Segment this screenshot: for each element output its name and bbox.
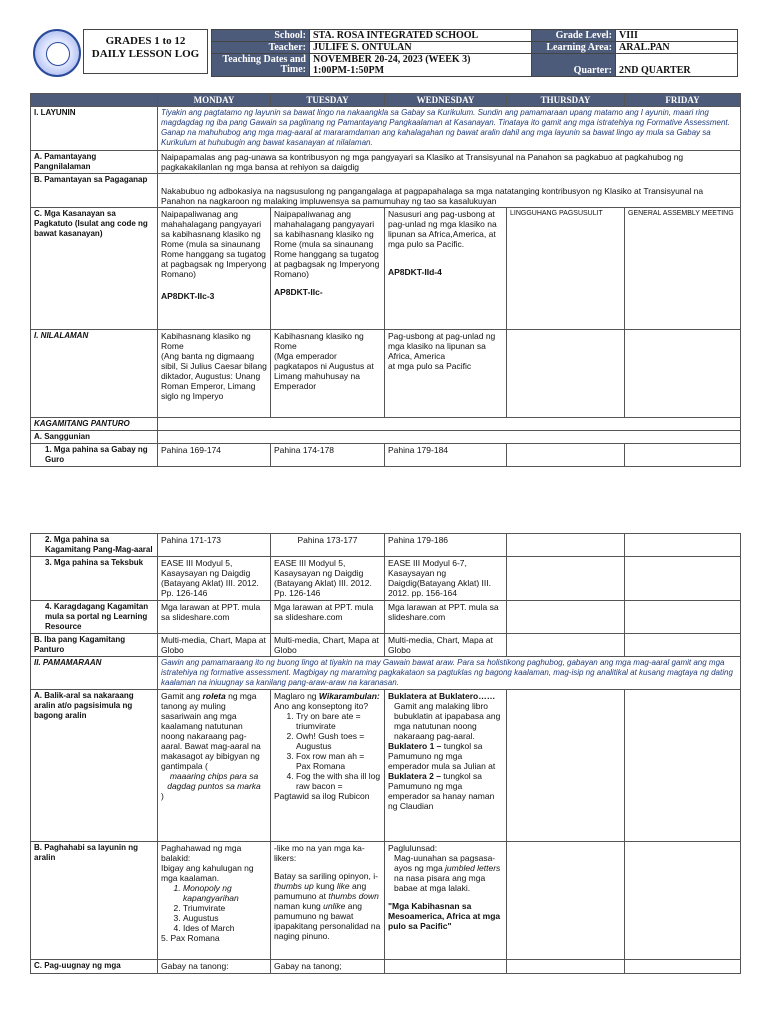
paghahabi-tuesday	[271, 842, 385, 960]
paghahabi-tuesday-t5: ang pamumuno at	[274, 881, 367, 901]
teksbuk-thursday	[507, 557, 625, 601]
teksbuk-monday: EASE III Modyul 5, Kasaysayan ng Daigdig (Batayang Aklat) III. 2012. Pp. 126-146	[158, 557, 271, 601]
dates-label: Teaching Dates and Time:	[212, 54, 310, 77]
pag-uugnay-tuesday: Gabay na tanong;	[271, 960, 385, 974]
list-item: 2. Triumvirate	[183, 903, 267, 913]
kasanayan-tuesday	[271, 208, 385, 330]
kagamitang-panturo-blank	[158, 418, 741, 431]
kasanayan-monday-text: Naipapaliwanag ang mahahalagang pangyayari sa kabihasnang klasiko ng Rome (mula sa sinaunang Rome hanggang sa tugatog at pagbagsak ng Imperyong Romano)	[161, 209, 267, 279]
list-item: 4. Ides of March	[183, 923, 267, 933]
day-friday: FRIDAY	[625, 94, 741, 107]
teksbuk-friday	[625, 557, 741, 601]
paghahabi-monday	[158, 842, 271, 960]
kagamitang-magaaral-thursday	[507, 534, 625, 557]
gabay-guro-thursday	[507, 444, 625, 467]
kagamitang-magaaral-tuesday: Pahina 173-177	[271, 534, 385, 557]
balik-aral-label: A. Balik-aral sa nakaraang aralin at/o pagsisimula ng bagong aralin	[31, 690, 158, 842]
buklatera-2-label: Buklatera 2 –	[388, 771, 441, 781]
iba-kagamitan-monday: Multi-media, Chart, Mapa at Globo	[158, 634, 271, 657]
paghahabi-wednesday-intro: Paglulunsad:	[388, 843, 438, 853]
layunin-label: I. LAYUNIN	[31, 107, 158, 151]
area-label: Learning Area:	[532, 42, 616, 54]
balik-aral-tuesday-game: Wikarambulan:	[318, 691, 380, 701]
day-monday: MONDAY	[158, 94, 271, 107]
teacher-value: JULIFE S. ONTULAN	[310, 42, 532, 54]
balik-aral-friday	[625, 690, 741, 842]
pamantayang-nilalaman-label: A. Pamantayang Pangnilalaman	[31, 151, 158, 174]
area-value: ARAL.PAN	[616, 42, 738, 54]
paghahabi-friday	[625, 842, 741, 960]
day-thursday: THURSDAY	[507, 94, 625, 107]
dates-text: NOVEMBER 20-24, 2023 (WEEK 3)	[313, 54, 471, 65]
kagamitang-magaaral-wednesday: Pahina 179-186	[385, 534, 507, 557]
iba-kagamitan-thursday	[507, 634, 625, 657]
teksbuk-label: 3. Mga pahina sa Teksbuk	[31, 557, 158, 601]
nilalaman-tuesday: Kabihasnang klasiko ng Rome (Mga emperador pagkatapos ni Augustus at Limang mahuhusay na Emperador	[271, 330, 385, 418]
paghahabi-label: B. Paghahabi sa layunin ng aralin	[31, 842, 158, 960]
karagdagang-kagamitan-thursday	[507, 601, 625, 634]
day-tuesday: TUESDAY	[271, 94, 385, 107]
balik-aral-tuesday-list	[274, 711, 381, 791]
title-box	[83, 29, 208, 74]
iba-kagamitan-label: B. Iba pang Kagamitang Panturo	[31, 634, 158, 657]
karagdagang-kagamitan-tuesday: Mga larawan at PPT. mula sa slideshare.com	[271, 601, 385, 634]
pag-uugnay-wednesday	[385, 960, 507, 974]
balik-aral-tuesday-end: Pagtawid sa ilog Rubicon	[274, 791, 370, 801]
kasanayan-wednesday	[385, 208, 507, 330]
karagdagang-kagamitan-wednesday: Mga larawan at PPT. mula sa slideshare.com	[385, 601, 507, 634]
kagamitang-magaaral-monday: Pahina 171-173	[158, 534, 271, 557]
sanggunian-label: A. Sanggunian	[31, 431, 158, 444]
teksbuk-wednesday: EASE III Modyul 6-7, Kasaysayan ng Daigdig(Batayang Aklat) III. 2012. pp. 156-164	[385, 557, 507, 601]
kagamitang-magaaral-friday	[625, 534, 741, 557]
paghahabi-tuesday-t6: thumbs down	[328, 891, 379, 901]
balik-aral-wednesday-title: Buklatera at Buklatero……	[388, 691, 496, 701]
iba-kagamitan-tuesday: Multi-media, Chart, Mapa at Globo	[271, 634, 385, 657]
teksbuk-tuesday: EASE III Modyul 5, Kasaysayan ng Daigdig (Batayang Aklat) III. 2012. Pp. 126-146	[271, 557, 385, 601]
paghahabi-tuesday-t2: thumbs up	[274, 881, 314, 891]
paghahabi-tuesday-t7: naman kung	[274, 901, 324, 911]
paghahabi-tuesday-intro: -like mo na yan mga ka-likers:	[274, 843, 365, 863]
buklatero-1-text: tungkol sa Pamumuno ng mga emperador mula sa Julian at	[388, 741, 496, 771]
balik-aral-monday-t5: )	[161, 791, 164, 801]
pamantayan-pagaganap-text: Nakabubuo ng adbokasiya na nagsusulong ng pangangalaga at pagpapahalaga sa mga natatanging kontribusyon ng Klasiko at Transisyunal na Panahon na nagkaroon ng malaking impluwensya sa pamumuhay ng tao sa kasalukuyan	[158, 174, 741, 208]
nilalaman-label: I. NILALAMAN	[31, 330, 158, 418]
nilalaman-monday: Kabihasnang klasiko ng Rome (Ang banta ng digmaang sibil, Si Julius Caesar bilang diktador, Augustus: Unang Roman Emperor, Limang siglo ng Imperyo	[158, 330, 271, 418]
day-wednesday: WEDNESDAY	[385, 94, 507, 107]
kasanayan-tuesday-text: Naipapaliwanag ang mahahalagang pangyayari sa kabihasnang klasiko ng Rome (mula sa sinaunang Rome hanggang sa tugatog at pagbagsak ng Imperyong Romano)	[274, 209, 380, 279]
paghahabi-tuesday-t9: ang pamumuno ng bawat ipapakitang personalidad na naging pinuno.	[274, 901, 381, 941]
grades-title: GRADES 1 to 12	[105, 35, 186, 47]
time-text: 1:00PM-1:50PM	[313, 65, 385, 76]
pamantayang-nilalaman-text: Naipapamalas ang pag-unawa sa kontribusyon ng mga pangyayari sa Klasiko at Transisyunal na Panahon sa pagkabuo at pagkahubog ng pagkakakilanlan ng mga bansa at rehiyon sa daigdig	[158, 151, 741, 174]
pamantayan-pagaganap-label: B. Pamantayan sa Pagaganap	[31, 174, 158, 208]
balik-aral-wednesday-text: Gamit ang malaking libro bubuklatin at ipapabasa ang mga natutunan noong nakaraang pag-aaral.	[394, 701, 501, 741]
kasanayan-thursday: LINGGUHANG PAGSUSULIT	[507, 208, 625, 330]
paghahabi-wednesday-t3: na nasa pisara ang mga babae at mga lalaki.	[394, 873, 486, 893]
gabay-guro-monday: Pahina 169-174	[158, 444, 271, 467]
teacher-label: Teacher:	[212, 42, 310, 54]
gabay-guro-label: 1. Mga pahina sa Gabay ng Guro	[31, 444, 158, 467]
school-value: STA. ROSA INTEGRATED SCHOOL	[310, 30, 532, 42]
lesson-table-page-2	[30, 533, 741, 974]
list-item: 4. Fog the with sha ill log raw bacon =	[296, 771, 381, 791]
paghahabi-tuesday-t3: kung	[313, 881, 337, 891]
buklatero-1-label: Buklatero 1 –	[388, 741, 442, 751]
quarter-value: 2ND QUARTER	[616, 54, 738, 77]
quarter-label: Quarter:	[532, 54, 616, 77]
paghahabi-wednesday	[385, 842, 507, 960]
list-item: 2. Owh! Gush toes = Augustus	[296, 731, 381, 751]
balik-aral-tuesday	[271, 690, 385, 842]
paghahabi-tuesday-t1: Batay sa sariling opinyon, i-	[274, 871, 378, 881]
school-label: School:	[212, 30, 310, 42]
balik-aral-monday-t3: ng mga tanong ay muling sasariwain ang mga kaalamang natutunan noong nakaraang pag-aaral. Bawat mag-aaral na makasagot ay bibigyan ng gantimpala (	[161, 691, 261, 771]
pag-uugnay-monday: Gabay na tanong:	[158, 960, 271, 974]
list-item: 1. Try on bare ate = triumvirate	[296, 711, 381, 731]
paghahabi-wednesday-title: "Mga Kabihasnan sa Mesoamerica, Africa at mga pulo sa Pacific"	[388, 901, 501, 931]
list-item: 1. Monopoly ng kapangyarihan	[183, 883, 267, 903]
header-info-table	[211, 29, 738, 77]
gabay-guro-wednesday: Pahina 179-184	[385, 444, 507, 467]
log-title: DAILY LESSON LOG	[91, 48, 200, 60]
balik-aral-monday-roleta: roleta	[202, 691, 226, 701]
iba-kagamitan-friday	[625, 634, 741, 657]
kasanayan-wednesday-text: Nasusuri ang pag-usbong at pag-unlad ng mga klasiko na lipunan sa Africa,America, at mga pulo sa Pacific.	[388, 209, 497, 249]
paghahabi-monday-intro: Paghahawad ng mga balakid: Ibigay ang kahulugan ng mga kaalaman.	[161, 843, 254, 883]
pamamaraan-text: Gawin ang pamamaraang ito ng buong lingo at tiyakin na may Gawain bawat araw. Para sa holistikong paghubog, gabayan ang mga mag-aaral gamit ang mga istratehiya ng formative assessment. Magbigay ng maraming pagkakataon sa pagtuklas ng bagong kaalaman, mag-isip ng analitikal at kusang magtaya ng dating kaalaman na iniuugnay sa kanilang pang-araw-araw na karanasan.	[158, 657, 741, 690]
pag-uugnay-label: C. Pag-uugnay ng mga	[31, 960, 158, 974]
paghahabi-tuesday-t4: like	[336, 881, 350, 891]
pamamaraan-label: II. PAMAMARAAN	[31, 657, 158, 690]
iba-kagamitan-wednesday: Multi-media, Chart, Mapa at Globo	[385, 634, 507, 657]
kagamitang-panturo-label: KAGAMITANG PANTURO	[31, 418, 158, 431]
balik-aral-tuesday-question: Ano ang konseptong ito?	[274, 701, 369, 711]
kasanayan-label: C. Mga Kasanayan sa Pagkatuto (Isulat ang code ng bawat kasanayan)	[31, 208, 158, 330]
pag-uugnay-thursday	[507, 960, 625, 974]
kasanayan-wednesday-code: AP8DKT-IId-4	[388, 267, 442, 277]
gabay-guro-friday	[625, 444, 741, 467]
karagdagang-kagamitan-monday: Mga larawan at PPT. mula sa slideshare.com	[158, 601, 271, 634]
deped-seal-logo	[33, 29, 81, 77]
dates-value	[310, 54, 532, 77]
list-item: 3. Augustus	[183, 913, 267, 923]
list-item: 3. Fox row man ah = Pax Romana	[296, 751, 381, 771]
day-header-row	[31, 94, 741, 107]
pag-uugnay-friday	[625, 960, 741, 974]
balik-aral-monday-t1: Gamit ang	[161, 691, 203, 701]
kasanayan-friday: GENERAL ASSEMBLY MEETING	[625, 208, 741, 330]
lesson-table-page-1	[30, 93, 741, 467]
nilalaman-friday	[625, 330, 741, 418]
nilalaman-wednesday: Pag-usbong at pag-unlad ng mga klasiko na lipunan sa Africa, America at mga pulo sa Pacific	[385, 330, 507, 418]
gabay-guro-tuesday: Pahina 174-178	[271, 444, 385, 467]
buklatera-2-text: tungkol sa Pamumuno ng mga emperador sa hanay naman ng Claudian	[388, 771, 495, 811]
balik-aral-wednesday	[385, 690, 507, 842]
balik-aral-tuesday-intro: Maglaro ng	[274, 691, 319, 701]
day-header-blank	[31, 94, 158, 107]
balik-aral-thursday	[507, 690, 625, 842]
grade-label: Grade Level:	[532, 30, 616, 42]
layunin-text: Tiyakin ang pagtatamo ng layunin sa bawat lingo na nakaangkla sa Gabay sa Kurikulum. Sundin ang pamamaraan upang matamo ang I ayunin, maari ring magdagdag ng iba pang Gawain sa paglinang ng Pamantayang Pangkaalaman at Kasanayan. Tinataya ito gamit ang mga istratehiya ng Formative Assessment. Ganap na mahuhubog ang mga mag-aaral at mararamdaman ang kahalagahan ng bawat aralin dahil ang mga layunin sa bawat lingo ay mula sa Gabay sa Kurikulum at huhubugin ang bawat kasanayan at nilalaman.	[158, 107, 741, 151]
grade-value: VIII	[616, 30, 738, 42]
nilalaman-thursday	[507, 330, 625, 418]
paghahabi-tuesday-t8: unlike	[323, 901, 346, 911]
paghahabi-monday-list	[161, 883, 267, 933]
paghahabi-monday-last: 5. Pax Romana	[161, 933, 220, 943]
karagdagang-kagamitan-friday	[625, 601, 741, 634]
kasanayan-monday	[158, 208, 271, 330]
karagdagang-kagamitan-label: 4. Karagdagang Kagamitan mula sa portal ng Learning Resource	[31, 601, 158, 634]
kasanayan-monday-code: AP8DKT-IIc-3	[161, 291, 215, 301]
sanggunian-blank	[158, 431, 741, 444]
kasanayan-tuesday-code: AP8DKT-IIc-	[274, 287, 323, 297]
balik-aral-monday	[158, 690, 271, 842]
paghahabi-wednesday-t1: Mag-uunahan sa pagsasa-ayos ng mga	[394, 853, 496, 873]
paghahabi-wednesday-t2: jumbled letters	[445, 863, 501, 873]
kagamitang-magaaral-label: 2. Mga pahina sa Kagamitang Pang-Mag-aaral	[31, 534, 158, 557]
balik-aral-monday-t4: maaaring chips para sa dagdag puntos sa marka	[167, 771, 261, 791]
paghahabi-thursday	[507, 842, 625, 960]
